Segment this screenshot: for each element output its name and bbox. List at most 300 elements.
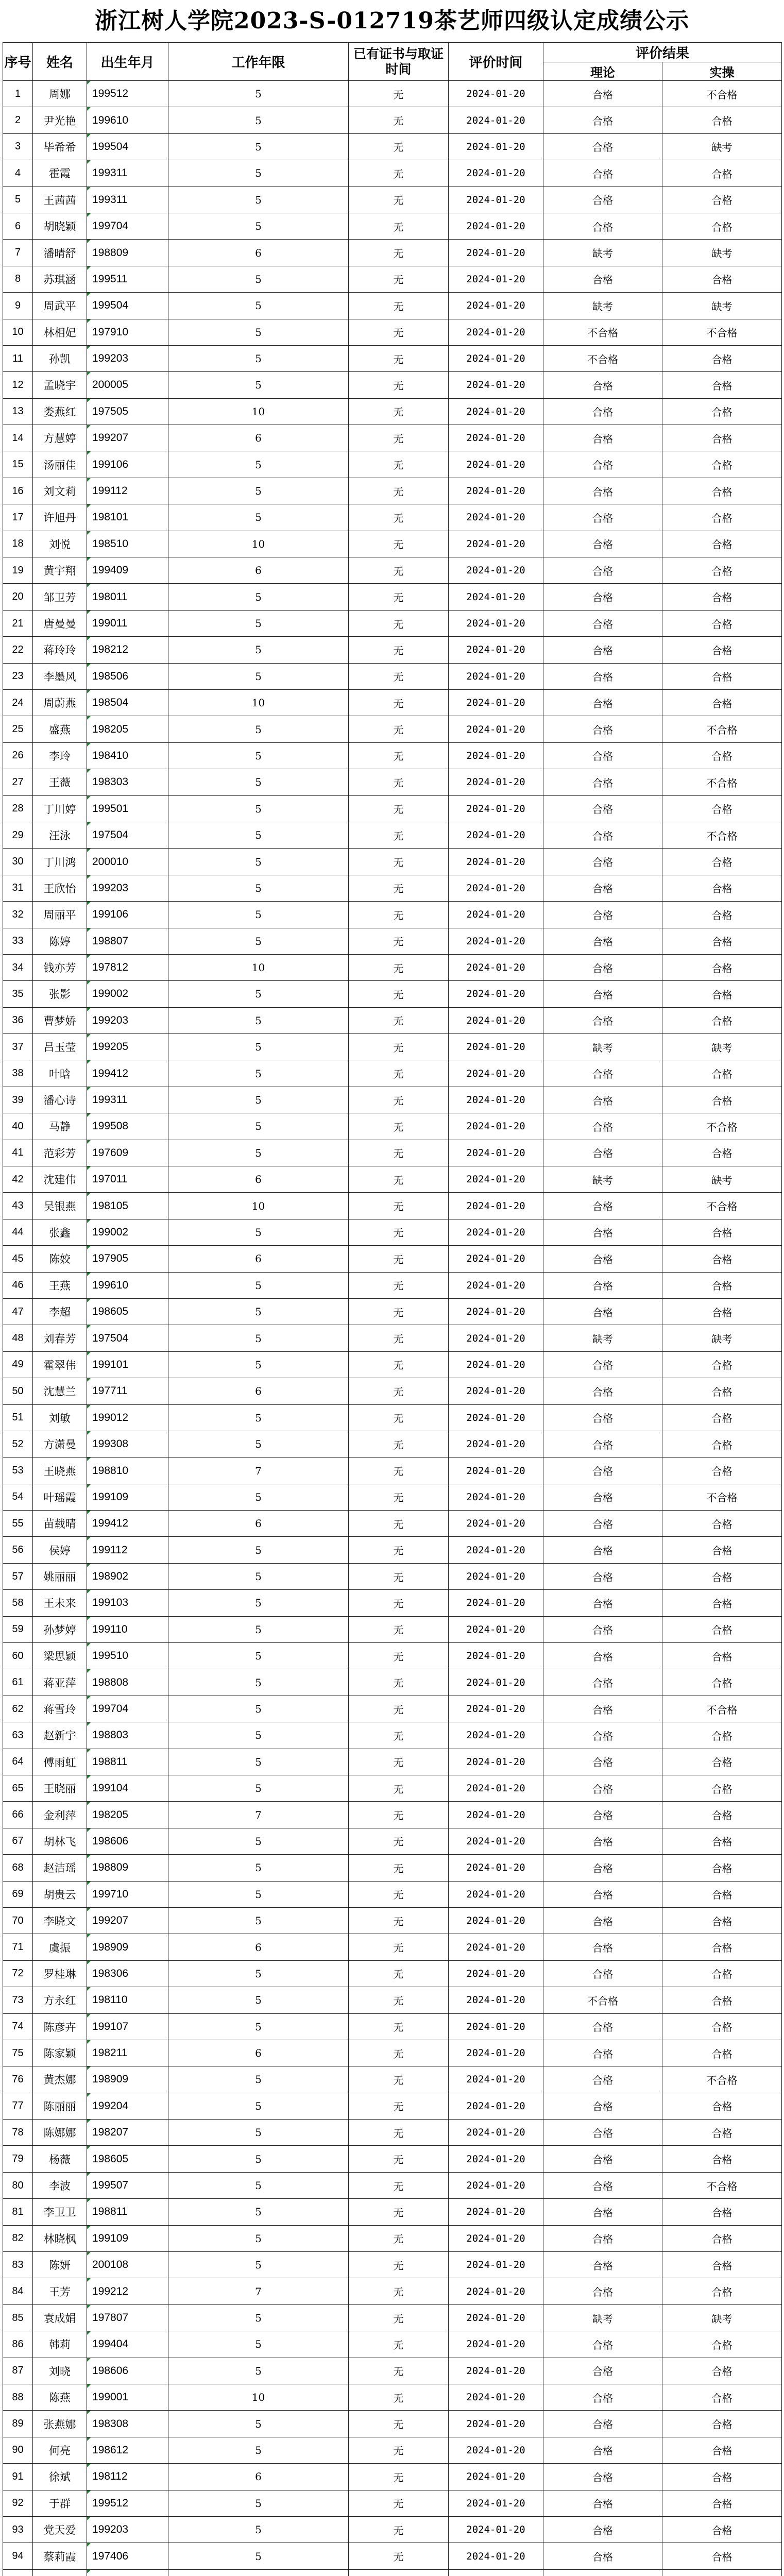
cell-theory: 合格	[543, 1881, 662, 1907]
cell-work-years: 5	[168, 1325, 349, 1351]
cell-certificate: 无	[349, 689, 449, 716]
cell-theory: 合格	[543, 1669, 662, 1696]
cell-theory: 合格	[543, 2384, 662, 2410]
cell-name: 林晓枫	[33, 2225, 87, 2251]
cell-theory: 合格	[543, 1458, 662, 1484]
cell-work-years: 5	[168, 663, 349, 689]
table-row	[3, 1060, 782, 1087]
cell-certificate: 无	[349, 1166, 449, 1193]
cell-work-years: 5	[168, 2331, 349, 2358]
cell-certificate: 无	[349, 557, 449, 584]
cell-birth: 199404	[87, 2331, 168, 2358]
cell-index: 94	[3, 2543, 33, 2569]
cell-index: 27	[3, 769, 33, 795]
header-result: 评价结果	[543, 43, 782, 62]
cell-eval-date: 2024-01-20	[449, 1193, 543, 1219]
cell-work-years: 5	[168, 2252, 349, 2278]
cell-index: 59	[3, 1616, 33, 1642]
cell-index: 84	[3, 2278, 33, 2304]
cell-birth: 199203	[87, 1007, 168, 1033]
cell-work-years: 6	[168, 2040, 349, 2066]
cell-theory: 合格	[543, 2278, 662, 2304]
cell-work-years: 10	[168, 954, 349, 980]
cell-work-years: 5	[168, 1722, 349, 1749]
cell-work-years: 5	[168, 2304, 349, 2331]
cell-practice	[662, 2569, 782, 2576]
cell-birth: 198205	[87, 716, 168, 742]
table-row	[3, 2146, 782, 2172]
cell-work-years: 5	[168, 1484, 349, 1510]
cell-name: 方慧婷	[33, 425, 87, 451]
cell-work-years: 5	[168, 769, 349, 795]
cell-work-years: 5	[168, 2172, 349, 2198]
cell-index: 91	[3, 2464, 33, 2490]
cell-name: 潘心诗	[33, 1087, 87, 1113]
cell-eval-date: 2024-01-20	[449, 1378, 543, 1404]
cell-name: 苗载晴	[33, 1511, 87, 1537]
cell-work-years: 5	[168, 1563, 349, 1589]
cell-name: 陈姣	[33, 1246, 87, 1272]
cell-name: 袁成娟	[33, 2304, 87, 2331]
cell-practice: 合格	[662, 531, 782, 557]
cell-birth: 199203	[87, 875, 168, 901]
cell-theory: 合格	[543, 2040, 662, 2066]
cell-theory: 合格	[543, 451, 662, 478]
cell-name: 张燕娜	[33, 2411, 87, 2437]
cell-practice: 合格	[662, 107, 782, 133]
cell-practice: 合格	[662, 1272, 782, 1298]
cell-certificate: 无	[349, 1590, 449, 1616]
cell-practice: 合格	[662, 2040, 782, 2066]
cell-theory: 合格	[543, 1855, 662, 1881]
table-row	[3, 1722, 782, 1749]
cell-index: 13	[3, 398, 33, 425]
cell-index: 83	[3, 2252, 33, 2278]
cell-index: 88	[3, 2384, 33, 2410]
cell-index: 54	[3, 1484, 33, 1510]
cell-birth: 199311	[87, 1087, 168, 1113]
cell-practice: 合格	[662, 266, 782, 292]
cell-birth: 197505	[87, 398, 168, 425]
cell-theory: 合格	[543, 663, 662, 689]
cell-index: 52	[3, 1431, 33, 1457]
cell-birth: 199710	[87, 1881, 168, 1907]
cell-name: 陈家颖	[33, 2040, 87, 2066]
cell-work-years: 6	[168, 557, 349, 584]
cell-index: 87	[3, 2358, 33, 2384]
cell-eval-date: 2024-01-20	[449, 1246, 543, 1272]
cell-theory: 合格	[543, 1007, 662, 1033]
cell-index: 4	[3, 160, 33, 187]
cell-name: 陈彦卉	[33, 2013, 87, 2040]
cell-birth: 199504	[87, 293, 168, 319]
cell-name: 何亮	[33, 2437, 87, 2463]
cell-certificate: 无	[349, 1060, 449, 1087]
cell-certificate: 无	[349, 240, 449, 266]
cell-eval-date: 2024-01-20	[449, 2040, 543, 2066]
cell-index: 36	[3, 1007, 33, 1033]
cell-practice: 合格	[662, 1458, 782, 1484]
cell-name: 蒋雪玲	[33, 1696, 87, 1722]
table-row	[3, 2120, 782, 2146]
cell-birth: 199409	[87, 557, 168, 584]
cell-work-years: 5	[168, 849, 349, 875]
cell-certificate: 无	[349, 2437, 449, 2463]
cell-certificate: 无	[349, 928, 449, 954]
cell-certificate: 无	[349, 2093, 449, 2119]
table-row	[3, 2225, 782, 2251]
cell-birth: 198606	[87, 1828, 168, 1854]
cell-certificate: 无	[349, 1881, 449, 1907]
cell-theory: 合格	[543, 1537, 662, 1563]
cell-birth: 198807	[87, 928, 168, 954]
cell-eval-date: 2024-01-20	[449, 2013, 543, 2040]
cell-work-years: 5	[168, 742, 349, 769]
cell-practice: 合格	[662, 398, 782, 425]
cell-name: 胡贵云	[33, 1881, 87, 1907]
cell-eval-date: 2024-01-20	[449, 2120, 543, 2146]
cell-certificate: 无	[349, 1643, 449, 1669]
cell-eval-date: 2024-01-20	[449, 2384, 543, 2410]
cell-index: 33	[3, 928, 33, 954]
cell-birth: 198510	[87, 531, 168, 557]
table-row	[3, 1458, 782, 1484]
cell-practice: 不合格	[662, 319, 782, 345]
table-row	[3, 1431, 782, 1457]
table-row	[3, 1590, 782, 1616]
cell-practice: 不合格	[662, 769, 782, 795]
cell-name: 蒋玲玲	[33, 637, 87, 663]
cell-birth: 198605	[87, 2146, 168, 2172]
table-row	[3, 1272, 782, 1298]
cell-index: 30	[3, 849, 33, 875]
cell-work-years: 5	[168, 2358, 349, 2384]
cell-theory: 合格	[543, 398, 662, 425]
cell-birth: 198410	[87, 742, 168, 769]
cell-index: 63	[3, 1722, 33, 1749]
cell-name: 胡林飞	[33, 1828, 87, 1854]
table-row	[3, 1351, 782, 1378]
cell-eval-date: 2024-01-20	[449, 1034, 543, 1060]
cell-certificate: 无	[349, 2464, 449, 2490]
cell-name: 霍翠伟	[33, 1351, 87, 1378]
cell-birth: 199207	[87, 425, 168, 451]
cell-eval-date: 2024-01-20	[449, 1140, 543, 1166]
cell-theory: 合格	[543, 954, 662, 980]
cell-name: 唐曼曼	[33, 610, 87, 636]
cell-work-years: 5	[168, 795, 349, 822]
cell-name: 张影	[33, 981, 87, 1007]
cell-birth: 198909	[87, 1934, 168, 1960]
cell-work-years: 5	[168, 1960, 349, 1987]
cell-birth: 199107	[87, 2013, 168, 2040]
cell-work-years: 5	[168, 1219, 349, 1245]
cell-practice: 缺考	[662, 293, 782, 319]
cell-practice: 不合格	[662, 1696, 782, 1722]
cell-name: 黄宇翔	[33, 557, 87, 584]
table-row	[3, 2543, 782, 2569]
cell-index: 68	[3, 1855, 33, 1881]
cell-work-years: 5	[168, 504, 349, 531]
cell-work-years: 5	[168, 81, 349, 107]
cell-eval-date: 2024-01-20	[449, 1987, 543, 2013]
cell-birth: 199610	[87, 107, 168, 133]
cell-theory: 合格	[543, 1298, 662, 1325]
cell-certificate: 无	[349, 2172, 449, 2198]
cell-eval-date: 2024-01-20	[449, 1960, 543, 1987]
cell-index: 92	[3, 2490, 33, 2516]
cell-index	[3, 2569, 33, 2576]
cell-certificate: 无	[349, 1007, 449, 1033]
cell-work-years: 5	[168, 1140, 349, 1166]
table-row	[3, 1034, 782, 1060]
cell-eval-date: 2024-01-20	[449, 716, 543, 742]
cell-work-years: 5	[168, 875, 349, 901]
cell-work-years: 5	[168, 1060, 349, 1087]
cell-birth: 199001	[87, 2384, 168, 2410]
cell-theory: 合格	[543, 1193, 662, 1219]
cell-work-years: 5	[168, 1298, 349, 1325]
cell-theory: 合格	[543, 425, 662, 451]
cell-practice: 合格	[662, 1881, 782, 1907]
cell-birth: 199002	[87, 981, 168, 1007]
cell-practice: 缺考	[662, 133, 782, 160]
cell-eval-date: 2024-01-20	[449, 902, 543, 928]
cell-birth: 199308	[87, 1431, 168, 1457]
cell-birth: 198810	[87, 1458, 168, 1484]
cell-index: 60	[3, 1643, 33, 1669]
cell-eval-date: 2024-01-20	[449, 1696, 543, 1722]
table-row	[3, 293, 782, 319]
cell-theory: 合格	[543, 2252, 662, 2278]
cell-work-years: 5	[168, 2516, 349, 2543]
cell-birth: 198207	[87, 2120, 168, 2146]
cell-practice: 合格	[662, 1087, 782, 1113]
cell-certificate: 无	[349, 398, 449, 425]
cell-theory: 合格	[543, 531, 662, 557]
cell-eval-date: 2024-01-20	[449, 2543, 543, 2569]
cell-work-years: 5	[168, 902, 349, 928]
cell-name: 周武平	[33, 293, 87, 319]
cell-birth: 199207	[87, 1907, 168, 1934]
table-row	[3, 2516, 782, 2543]
cell-index: 61	[3, 1669, 33, 1696]
cell-name: 刘悦	[33, 531, 87, 557]
cell-practice: 缺考	[662, 1034, 782, 1060]
cell-theory: 合格	[543, 1934, 662, 1960]
cell-practice: 合格	[662, 160, 782, 187]
cell-certificate: 无	[349, 2252, 449, 2278]
cell-birth: 199704	[87, 1696, 168, 1722]
cell-theory: 合格	[543, 1140, 662, 1166]
cell-eval-date: 2024-01-20	[449, 1351, 543, 1378]
cell-eval-date: 2024-01-20	[449, 822, 543, 848]
cell-practice: 合格	[662, 1060, 782, 1087]
cell-theory: 不合格	[543, 345, 662, 371]
cell-birth: 198303	[87, 769, 168, 795]
cell-index: 86	[3, 2331, 33, 2358]
cell-practice: 合格	[662, 875, 782, 901]
cell-practice: 合格	[662, 1246, 782, 1272]
table-row	[3, 1616, 782, 1642]
table-row	[3, 107, 782, 133]
cell-practice: 合格	[662, 1007, 782, 1033]
cell-name: 王芳	[33, 2278, 87, 2304]
table-row	[3, 637, 782, 663]
cell-birth: 198809	[87, 240, 168, 266]
cell-birth: 198205	[87, 1802, 168, 1828]
cell-name: 李墨风	[33, 663, 87, 689]
table-row	[3, 1749, 782, 1775]
table-row	[3, 2384, 782, 2410]
cell-index: 3	[3, 133, 33, 160]
cell-index: 50	[3, 1378, 33, 1404]
table-row	[3, 557, 782, 584]
cell-work-years: 6	[168, 1166, 349, 1193]
cell-birth: 199112	[87, 478, 168, 504]
table-row	[3, 1298, 782, 1325]
cell-certificate: 无	[349, 504, 449, 531]
table-row	[3, 2358, 782, 2384]
cell-birth: 198803	[87, 1722, 168, 1749]
cell-practice: 合格	[662, 795, 782, 822]
cell-work-years: 10	[168, 531, 349, 557]
table-row	[3, 398, 782, 425]
cell-name: 吕玉莹	[33, 1034, 87, 1060]
cell-name: 陈婷	[33, 928, 87, 954]
cell-work-years: 5	[168, 637, 349, 663]
cell-theory: 不合格	[543, 319, 662, 345]
cell-eval-date: 2024-01-20	[449, 1431, 543, 1457]
cell-name: 许旭丹	[33, 504, 87, 531]
cell-theory: 合格	[543, 1511, 662, 1537]
table-row	[3, 2278, 782, 2304]
cell-theory: 合格	[543, 689, 662, 716]
cell-work-years: 5	[168, 293, 349, 319]
cell-index: 29	[3, 822, 33, 848]
table-body	[3, 81, 782, 2576]
cell-theory: 合格	[543, 716, 662, 742]
cell-theory: 合格	[543, 1060, 662, 1087]
cell-theory: 合格	[543, 902, 662, 928]
cell-theory	[543, 2569, 662, 2576]
table-row	[3, 689, 782, 716]
cell-work-years: 5	[168, 1351, 349, 1378]
table-row	[3, 584, 782, 610]
cell-theory: 合格	[543, 2120, 662, 2146]
cell-name: 周娜	[33, 81, 87, 107]
cell-certificate: 无	[349, 1855, 449, 1881]
cell-certificate: 无	[349, 1298, 449, 1325]
cell-index: 75	[3, 2040, 33, 2066]
cell-eval-date: 2024-01-20	[449, 213, 543, 239]
cell-index: 22	[3, 637, 33, 663]
table-row	[3, 2066, 782, 2093]
cell-certificate: 无	[349, 2331, 449, 2358]
cell-eval-date: 2024-01-20	[449, 584, 543, 610]
cell-certificate: 无	[349, 2199, 449, 2225]
cell-work-years: 5	[168, 928, 349, 954]
cell-practice: 合格	[662, 425, 782, 451]
cell-practice: 合格	[662, 2464, 782, 2490]
cell-work-years: 6	[168, 1378, 349, 1404]
cell-practice: 合格	[662, 2437, 782, 2463]
cell-name: 李超	[33, 1298, 87, 1325]
cell-index: 28	[3, 795, 33, 822]
cell-index: 19	[3, 557, 33, 584]
cell-eval-date: 2024-01-20	[449, 1404, 543, 1431]
cell-certificate: 无	[349, 1193, 449, 1219]
cell-eval-date: 2024-01-20	[449, 1166, 543, 1193]
cell-birth: 200108	[87, 2252, 168, 2278]
table-header	[3, 43, 782, 81]
cell-birth: 198110	[87, 1987, 168, 2013]
cell-eval-date: 2024-01-20	[449, 1775, 543, 1802]
cell-birth: 199508	[87, 1113, 168, 1140]
table-row	[3, 742, 782, 769]
cell-birth: 199507	[87, 2172, 168, 2198]
cell-certificate: 无	[349, 266, 449, 292]
cell-name: 娄燕红	[33, 398, 87, 425]
cell-name: 李晓文	[33, 1907, 87, 1934]
cell-name: 王晓燕	[33, 1458, 87, 1484]
cell-theory: 合格	[543, 2358, 662, 2384]
cell-name: 黄杰娜	[33, 2066, 87, 2093]
cell-eval-date: 2024-01-20	[449, 1616, 543, 1642]
cell-name: 盛燕	[33, 716, 87, 742]
table-row	[3, 1193, 782, 1219]
cell-practice: 合格	[662, 557, 782, 584]
cell-work-years	[168, 2569, 349, 2576]
cell-name: 吴银燕	[33, 1193, 87, 1219]
cell-practice: 合格	[662, 2093, 782, 2119]
table-row	[3, 1484, 782, 1510]
cell-index: 26	[3, 742, 33, 769]
cell-practice: 合格	[662, 742, 782, 769]
cell-certificate: 无	[349, 213, 449, 239]
cell-name: 丁川鸿	[33, 849, 87, 875]
cell-index: 32	[3, 902, 33, 928]
cell-certificate: 无	[349, 902, 449, 928]
cell-practice: 缺考	[662, 2304, 782, 2331]
cell-birth: 199311	[87, 187, 168, 213]
cell-birth: 198306	[87, 1960, 168, 1987]
cell-theory: 合格	[543, 1643, 662, 1669]
cell-index: 37	[3, 1034, 33, 1060]
cell-work-years: 7	[168, 1458, 349, 1484]
cell-birth: 197406	[87, 2543, 168, 2569]
cell-theory: 合格	[543, 1775, 662, 1802]
cell-eval-date: 2024-01-20	[449, 2490, 543, 2516]
cell-name: 王晓丽	[33, 1775, 87, 1802]
cell-work-years: 5	[168, 2225, 349, 2251]
cell-certificate: 无	[349, 1722, 449, 1749]
cell-eval-date: 2024-01-20	[449, 928, 543, 954]
cell-eval-date: 2024-01-20	[449, 319, 543, 345]
cell-practice: 缺考	[662, 1325, 782, 1351]
cell-birth: 199311	[87, 160, 168, 187]
cell-practice: 合格	[662, 478, 782, 504]
cell-certificate: 无	[349, 1431, 449, 1457]
cell-name: 孙凯	[33, 345, 87, 371]
cell-index: 8	[3, 266, 33, 292]
cell-eval-date: 2024-01-20	[449, 689, 543, 716]
cell-index: 67	[3, 1828, 33, 1854]
cell-birth: 198212	[87, 637, 168, 663]
cell-eval-date: 2024-01-20	[449, 2411, 543, 2437]
cell-name: 周丽平	[33, 902, 87, 928]
cell-birth: 197011	[87, 1166, 168, 1193]
